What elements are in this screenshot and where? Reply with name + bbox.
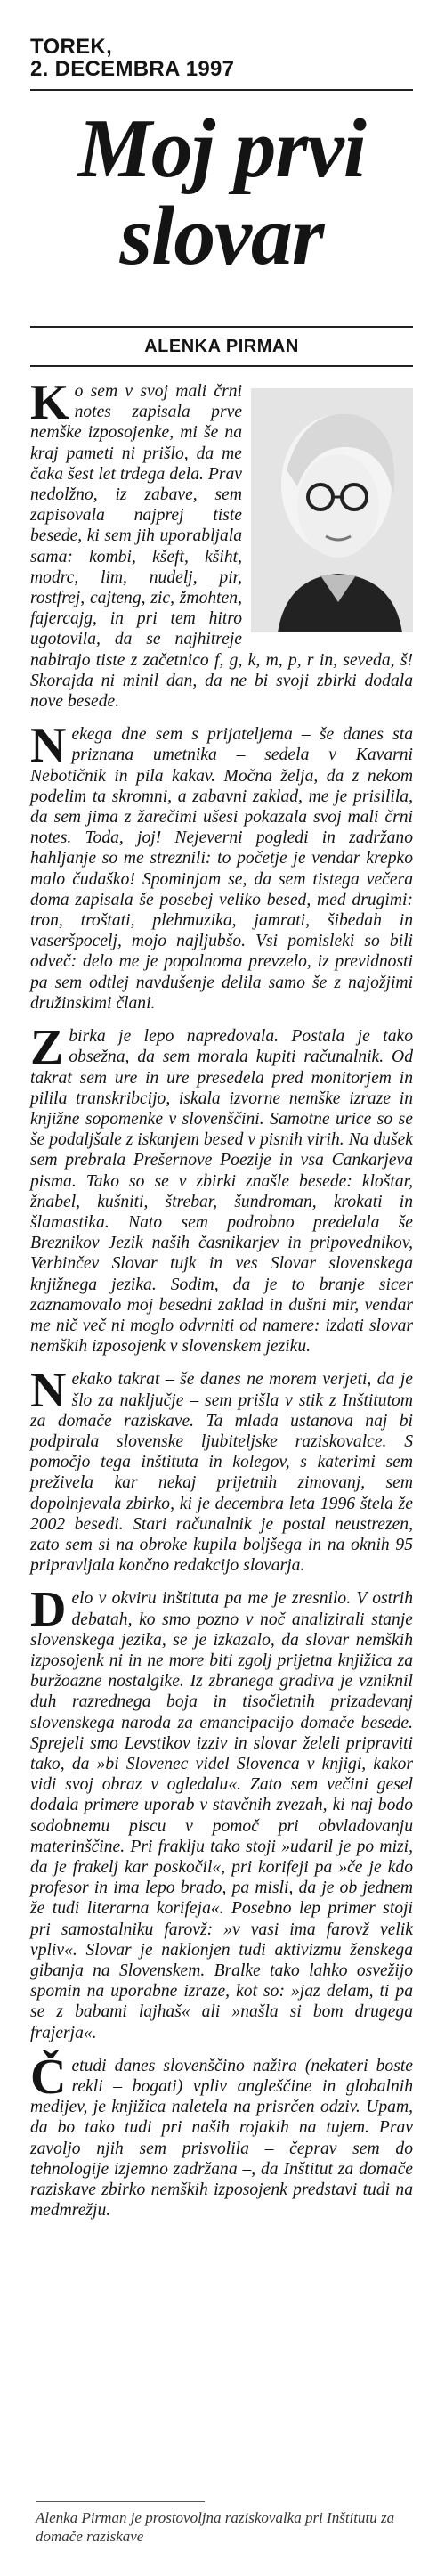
paragraph <box>30 375 413 712</box>
weekday: TOREK, <box>30 35 113 59</box>
full-date: 2. DECEMBRA 1997 <box>30 57 235 81</box>
paragraph-text: elo v okviru inštituta pa me je zresnilo. V ostrih debatah, ko smo pozno v noč analizirali stanje slovenskega jezika, se je izkazalo, da slovar nemških izposojenk ni in ne more biti zgolj prijetna knjižica za buržoazne nostalgike. Iz zbranega gradiva je vzniknil duh razrednega boja in tisočletnih prizadevanj slovenskega naroda za emancipacijo domače besede. Sprejeli smo Levstikov izziv in slovar želeli pripraviti tako, da »bi Slovenec videl Slovenca v knjigi, kakor vidi svoj obraz v ogledalu«. Zato sem večini gesel dodala primere uporab v stavčnih zvezah, ki naj bodo sodobnemu piscu v pomoč pri obvladovanju materinščine. Pri fraklju tako stoji »udaril je po mizi, da je frakelj kar poskočil«, pri korifeji pa »če je kdo profesor in ima lepo brado, pa misli, da je ob jednem že tudi literarna korifeja«. Posebno lep primer stoji pri samostalniku farovž: »v vasi ima farovž velik vpliv«. Slovar je naklonjen tudi aktivizmu ženskega gibanja na Slovenskem. Bralke tako lahko osvežijo spomin na uporabne izraze, kot so: »jaz delam, ti pa se z babami lajhaš« ali »našla si bom drugega frajerja«. <box>30 1589 413 2042</box>
paragraph <box>30 1020 413 1357</box>
paragraph-text: o sem v svoj mali črni notes zapisala prve nemške izposojenke, mi še na kraj pameti ni prišlo, da me čaka šest let trdega dela. Prav nedolžno, iz zabave, sem zapisovala najprej tiste besede, ki sem jih uporabljala sama: kombi, kšeft, kšiht, modrc, lim, nudelj, pir, rostfrej, cajteng, zic, žmohten, fajercajg, in pri tem hitro ugotovila, da se najhitreje nabirajo tiste z začetnico f, g, k, m, p, r in, seveda, š! Skorajda ni minil dan, da ne bi svoji zbirki dodala nove besede. <box>30 382 413 712</box>
title-line-2: slovar <box>119 190 324 282</box>
paragraph-text: ekega dne sem s prijateljema – še danes sta priznana umetnika – sedela v Kavarni Nebotičnik in pila kakav. Močna želja, da z nekom podelim ta skromni, a zabavni zaklad, me je prisilila, da sem jima z žarečimi ušesi pokazala svoj mali črni notes. Toda, joj! Nejeverni pogledi in zadržano hahljanje so me streznili: to početje je vendar krepko malo čudaško! Spominjam se, da sem tistega večera doma zapisala še posebej veliko besed, med drugimi: tron, troštati, plehmuzika, jamrati, šibedah in vaseršpocelj, mojo najljubšo. Vsi pomisleki so bili odveč: delo me je popolnoma prevzelo, iz previdnosti pa sem odtlej navdušenje delila samo še z najožjimi družinskimi člani. <box>30 725 413 1013</box>
title-divider <box>30 326 413 328</box>
top-divider <box>30 89 413 91</box>
byline-divider <box>30 365 413 367</box>
paragraph <box>30 1363 413 1576</box>
author-note: Alenka Pirman je prostovoljna raziskovalka pri Inštitutu za domače raziskave <box>36 2509 395 2545</box>
drop-cap: Č <box>30 2049 67 2105</box>
article-body <box>30 375 413 2233</box>
author-portrait <box>251 388 413 632</box>
drop-cap: N <box>30 1363 67 1419</box>
title-line-1: Moj prvi <box>77 102 366 195</box>
paragraph <box>30 718 413 1014</box>
paragraph-text: ekako takrat – še danes ne morem verjeti, da je šlo za naključje – sem prišla v stik z Inštitutom za domače raziskave. Ta mlada ustanova naj bi podpirala slovenske ljubiteljske raziskovalce. S pomočjo tega inštituta in kolegov, s katerimi sem preživela kar nekaj prijetnih zimovanj, sem dopolnjevala zbirko, ki je decembra leta 1996 štela že 2002 besedi. Stari računalnik je postal neustrezen, zato sem si na obroke kupila boljšega in na oknih 95 pripravljala končno redakcijo slovarja. <box>30 1370 413 1576</box>
footer-divider <box>36 2501 205 2502</box>
issue-date <box>30 36 234 80</box>
paragraph-text: birka je lepo napredovala. Postala je tako obsežna, da sem morala kupiti računalnik. Od takrat sem ure in ure presedela pred monitorjem in pilila transkribcijo, iskala izvorne nemške izraze in knjižne sopomenke v slovenščini. Samotne urice so se še podaljšale z iskanjem besed v pisnih virih. Na dušek sem prebrala Prešernove Poezije in vsa Cankarjeva pisma. Tako so se v zbirki znašle besede: kloštar, žnabel, kušniti, štrebar, šundroman, krokati in šlamastika. Nato sem podrobno predelala še Breznikov Jezik naših časnikarjev in pripovednikov, Verbinčev Slovar tujk in ves Slovar slovenskega knjižnega jezika. Sodim, da je to branje sicer zaznamovalo moj besedni zaklad in dušni mir, vendar me nič več ni moglo odvrniti od namere: izdati slovar nemških izposojenk v slovenskem jeziku. <box>30 1027 413 1357</box>
drop-cap: K <box>30 375 69 430</box>
paragraph <box>30 2049 413 2221</box>
drop-cap: Z <box>30 1020 64 1076</box>
paragraph <box>30 1582 413 2042</box>
author-byline: ALENKA PIRMAN <box>144 337 299 356</box>
paragraph-text: etudi danes slovenščino nažira (nekateri boste rekli – bogati) vpliv angleščine in globalnih medijev, je knjižica naletela na prisrčen odziv. Upam, da bo tako tudi pri naših rojakih na tujem. Prav zavoljo njih sem prisvolila – čeprav sem do tehnologije izjemno zadržana –, da Inštitut za domače raziskave zbirko nemških izposojenk predstavi tudi na medmrežju. <box>30 2056 413 2221</box>
drop-cap: D <box>30 1582 67 1638</box>
article-title <box>30 102 413 282</box>
drop-cap: N <box>30 718 67 774</box>
